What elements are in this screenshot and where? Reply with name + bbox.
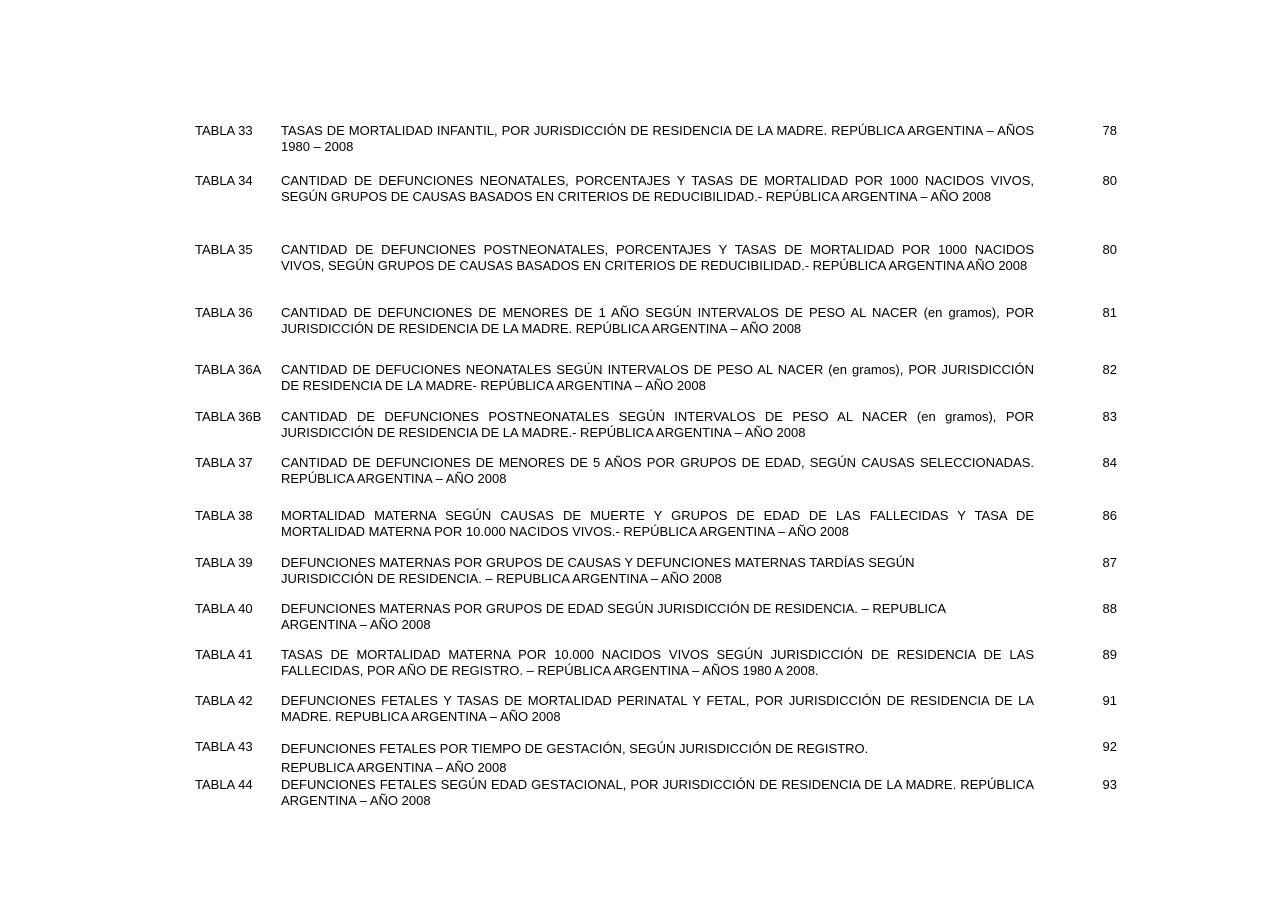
entry-title: CANTIDAD DE DEFUNCIONES POSTNEONATALES, PORCENTAJES Y TASAS DE MORTALIDAD POR 1000 NACIDOS VIVOS, SEGÚN GRUPOS DE CAUSAS BASADOS EN CRITERIOS DE REDUCIBILIDAD.- REPÚBLICA ARGENTINA AÑO 2008	[281, 242, 1034, 273]
entry-page-number: 81	[1102, 305, 1117, 320]
entry-title: CANTIDAD DE DEFUNCIONES POSTNEONATALES SEGÚN INTERVALOS DE PESO AL NACER (en gramos), POR JURISDICCIÓN DE RESIDENCIA DE LA MADRE.- REPÚBLICA ARGENTINA – AÑO 2008	[281, 409, 1034, 440]
entry-title	[281, 739, 1034, 777]
entry-label: TABLA 34	[195, 173, 253, 188]
entry-label: TABLA 43	[195, 739, 253, 754]
entry-label: TABLA 36A	[195, 362, 262, 377]
entry-label: TABLA 41	[195, 647, 253, 662]
entry-page-number: 83	[1102, 409, 1117, 424]
entry-label: TABLA 40	[195, 601, 253, 616]
entry-title: CANTIDAD DE DEFUNCIONES DE MENORES DE 5 AÑOS POR GRUPOS DE EDAD, SEGÚN CAUSAS SELECCIONADAS. REPÚBLICA ARGENTINA – AÑO 2008	[281, 455, 1034, 486]
entry-title: CANTIDAD DE DEFUNCIONES DE MENORES DE 1 AÑO SEGÚN INTERVALOS DE PESO AL NACER (en gramos), POR JURISDICCIÓN DE RESIDENCIA DE LA MADRE. REPÚBLICA ARGENTINA – AÑO 2008	[281, 305, 1034, 336]
entry-page-number: 89	[1102, 647, 1117, 662]
entry-title: TASAS DE MORTALIDAD INFANTIL, POR JURISDICCIÓN DE RESIDENCIA DE LA MADRE. REPÚBLICA ARGENTINA – AÑOS 1980 – 2008	[281, 123, 1034, 154]
entry-title: CANTIDAD DE DEFUCIONES NEONATALES SEGÚN INTERVALOS DE PESO AL NACER (en gramos), POR JURISDICCIÓN DE RESIDENCIA DE LA MADRE- REPÚBLICA ARGENTINA – AÑO 2008	[281, 362, 1034, 393]
entry-title: MORTALIDAD MATERNA SEGÚN CAUSAS DE MUERTE Y GRUPOS DE EDAD DE LAS FALLECIDAS Y TASA DE MORTALIDAD MATERNA POR 10.000 NACIDOS VIVOS.- REPÚBLICA ARGENTINA – AÑO 2008	[281, 508, 1034, 539]
entry-title-line: JURISDICCIÓN DE RESIDENCIA. – REPUBLICA ARGENTINA – AÑO 2008	[281, 571, 722, 586]
entry-label: TABLA 33	[195, 123, 253, 138]
entry-title-line: REPUBLICA ARGENTINA – AÑO 2008	[281, 760, 507, 775]
entry-page-number: 80	[1102, 242, 1117, 257]
entry-title: DEFUNCIONES FETALES Y TASAS DE MORTALIDAD PERINATAL Y FETAL, POR JURISDICCIÓN DE RESIDENCIA DE LA MADRE. REPUBLICA ARGENTINA – AÑO 2008	[281, 693, 1034, 724]
entry-label: TABLA 36B	[195, 409, 262, 424]
entry-title-line: DEFUNCIONES FETALES POR TIEMPO DE GESTACIÓN, SEGÚN JURISDICCIÓN DE REGISTRO.	[281, 741, 869, 756]
entry-page-number: 84	[1102, 455, 1117, 470]
entry-title: DEFUNCIONES FETALES SEGÚN EDAD GESTACIONAL, POR JURISDICCIÓN DE RESIDENCIA DE LA MADRE. REPÚBLICA ARGENTINA – AÑO 2008	[281, 777, 1034, 808]
entry-page-number: 91	[1102, 693, 1117, 708]
entry-title-line: ARGENTINA – AÑO 2008	[281, 617, 431, 632]
entry-page-number: 87	[1102, 555, 1117, 570]
entry-page-number: 88	[1102, 601, 1117, 616]
entry-page-number: 92	[1102, 739, 1117, 754]
entry-page-number: 86	[1102, 508, 1117, 523]
entry-page-number: 82	[1102, 362, 1117, 377]
entry-title: CANTIDAD DE DEFUNCIONES NEONATALES, PORCENTAJES Y TASAS DE MORTALIDAD POR 1000 NACIDOS VIVOS, SEGÚN GRUPOS DE CAUSAS BASADOS EN CRITERIOS DE REDUCIBILIDAD.- REPÚBLICA ARGENTINA – AÑO 2008	[281, 173, 1034, 204]
entry-title	[281, 555, 1034, 587]
entry-label: TABLA 42	[195, 693, 253, 708]
entry-page-number: 78	[1102, 123, 1117, 138]
entry-label: TABLA 44	[195, 777, 253, 792]
entry-title: TASAS DE MORTALIDAD MATERNA POR 10.000 NACIDOS VIVOS SEGÚN JURISDICCIÓN DE RESIDENCIA DE LAS FALLECIDAS, POR AÑO DE REGISTRO. – REPÚBLICA ARGENTINA – AÑOS 1980 A 2008.	[281, 647, 1034, 678]
entry-label: TABLA 37	[195, 455, 253, 470]
entry-page-number: 93	[1102, 777, 1117, 792]
entry-title-line: DEFUNCIONES MATERNAS POR GRUPOS DE EDAD SEGÚN JURISDICCIÓN DE RESIDENCIA. – REPUBLICA	[281, 601, 947, 616]
entry-label: TABLA 39	[195, 555, 253, 570]
entry-page-number: 80	[1102, 173, 1117, 188]
entry-title	[281, 601, 1034, 633]
entry-label: TABLA 36	[195, 305, 253, 320]
entry-label: TABLA 35	[195, 242, 253, 257]
entry-label: TABLA 38	[195, 508, 253, 523]
entry-title-line: DEFUNCIONES MATERNAS POR GRUPOS DE CAUSAS Y DEFUNCIONES MATERNAS TARDÍAS SEGÚN	[281, 555, 915, 570]
